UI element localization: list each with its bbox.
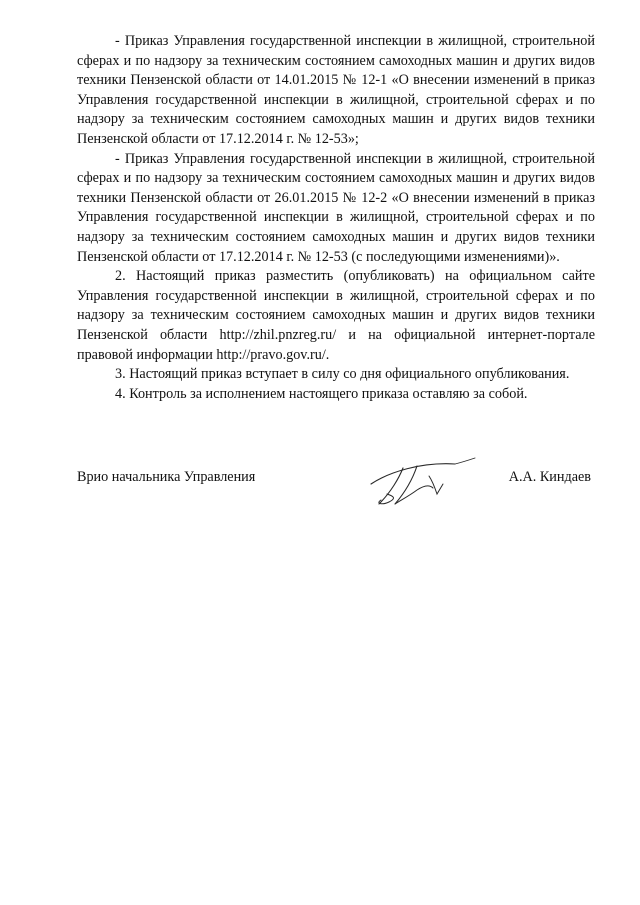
handwritten-signature <box>359 454 479 508</box>
paragraph-order-12-1: - Приказ Управления государственной инспекции в жилищной, строительной сферах и по надзору за техническим состоянием самоходных машин и других видов техники Пензенской области от 14.01.2015 № 12-1 «О внесении изменений в приказ Управления государственной инспекции в жилищной, строительной сферах и по надзору за техническим состоянием самоходных машин и других видов техники Пензенской области от 17.12.2014 г. № 12-53»; <box>77 33 595 147</box>
signatory-position: Врио начальника Управления <box>77 469 256 485</box>
paragraph-effective-date: 3. Настоящий приказ вступает в силу со дня официального опубликования. <box>115 366 570 383</box>
paragraph-control: 4. Контроль за исполнением настоящего приказа оставляю за собой. <box>115 385 528 402</box>
paragraph-publication: 2. Настоящий приказ разместить (опубликовать) на официальном сайте Управления государственной инспекции в жилищной, строительной сферах и по надзору за техническим состоянием самоходных машин и других видов техники Пензенской области http://zhil.pnzreg.ru/ и на официальной интернет-портале правовой информации http://pravo.gov.ru/. <box>77 268 595 363</box>
signatory-name: А.А. Киндаев <box>508 469 591 485</box>
document-body <box>77 32 595 404</box>
paragraph-order-12-2: - Приказ Управления государственной инспекции в жилищной, строительной сферах и по надзору за техническим состоянием самоходных машин и других видов техники Пензенской области от 26.01.2015 № 12-2 «О внесении изменений в приказ Управления государственной инспекции в жилищной, строительной сферах и по надзору за техническим состоянием самоходных машин и других видов техники Пензенской области от 17.12.2014 г. № 12-53 (с последующими изменениями)». <box>77 150 595 265</box>
signature-block <box>77 462 595 512</box>
